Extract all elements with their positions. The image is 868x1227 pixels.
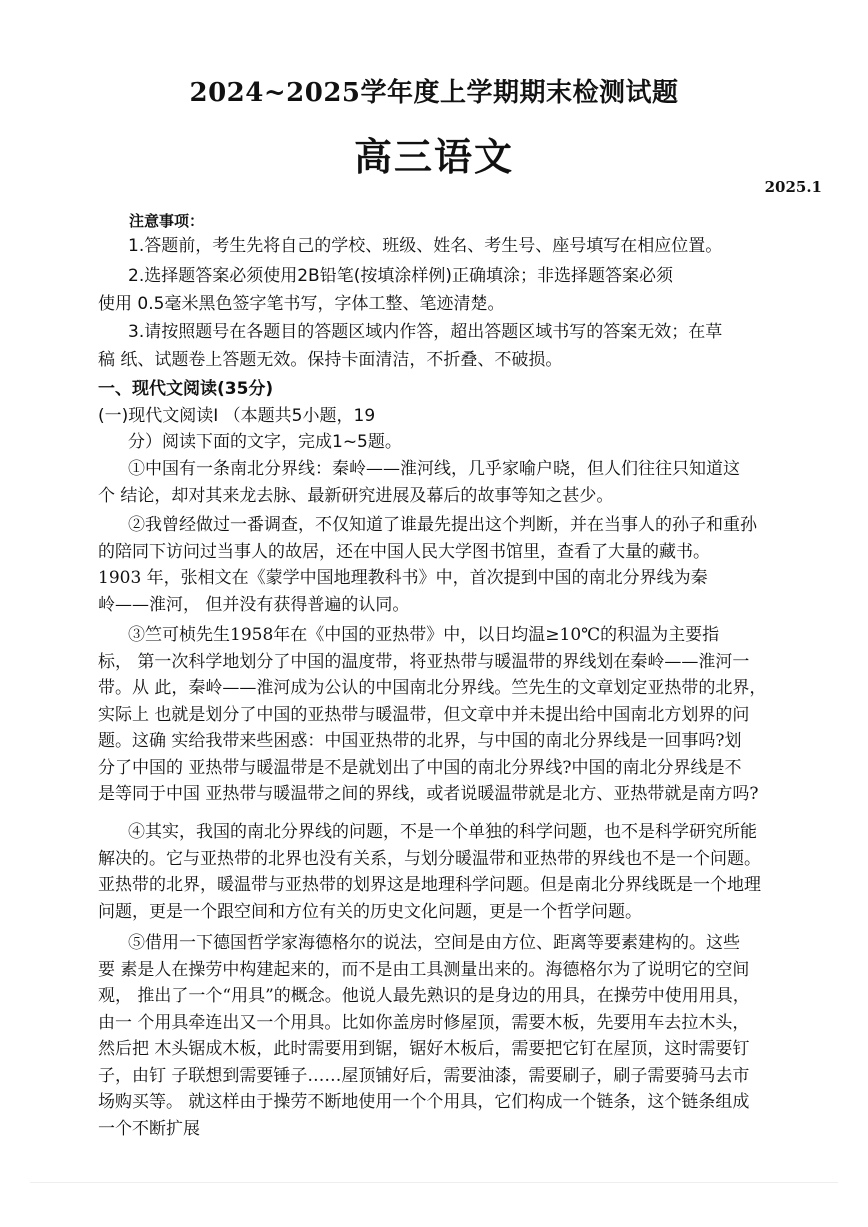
paragraph-line: 子，由钉 子联想到需要锤子……屋顶铺好后，需要油漆，需要刷子，刷子需要骑马去市	[98, 1065, 750, 1086]
sub-heading-line2: 分）阅读下面的文字，完成1~5题。	[128, 432, 402, 452]
paragraph-line: ①中国有一条南北分界线：秦岭——淮河线，几乎家喻户晓，但人们往往只知道这	[128, 459, 740, 479]
notice-item-1-line1: 1.答题前，考生先将自己的学校、班级、姓名、考生号、座号填写在相应位置。	[128, 236, 723, 256]
notice-item-2	[98, 262, 798, 318]
section-heading: 一、现代文阅读(35分)	[98, 379, 274, 399]
sub-heading-line1: (一)现代文阅读I （本题共5小题，19	[98, 406, 376, 426]
paragraph-2	[98, 512, 778, 618]
paragraph-4	[98, 819, 778, 925]
notice-heading: 注意事项：	[129, 212, 205, 230]
paragraph-line: ②我曾经做过一番调查，不仅知道了谁最先提出这个判断，并在当事人的孙子和重孙	[128, 515, 757, 535]
paragraph-line: 题。这确 实给我带来些困惑：中国亚热带的北界，与中国的南北分界线是一回事吗?划	[98, 731, 742, 751]
paragraph-line: 解决的。它与亚热带的北界也没有关系，与划分暖温带和亚热带的界线也不是一个问题。	[98, 848, 761, 869]
paragraph-line: ③竺可桢先生1958年在《中国的亚热带》中，以日均温≥10℃的积温为主要指	[128, 625, 720, 645]
paragraph-line: 要 素是人在操劳中构建起来的，而不是由工具测量出来的。海德格尔为了说明它的空间	[98, 959, 750, 980]
notice-item-3	[98, 318, 798, 374]
notice-item-3-line1: 3.请按照题号在各题目的答题区域内作答，超出答题区域书写的答案无效；在草	[128, 322, 723, 342]
paragraph-line: 标， 第一次科学地划分了中国的温度带，将亚热带与暖温带的界线划在秦岭——淮河一	[98, 651, 750, 672]
notice-item-1	[98, 232, 798, 260]
paragraph-line: 1903 年，张相文在《蒙学中国地理教科书》中，首次提到中国的南北分界线为秦	[98, 568, 708, 588]
paragraph-line: 实际上 也就是划分了中国的亚热带与暖温带，但文章中并未提出给中国南北方划界的问	[98, 704, 750, 725]
exam-title: 2024~2025学年度上学期期末检测试题	[189, 78, 679, 108]
paragraph-line: 岭——淮河， 但并没有获得普遍的认同。	[98, 594, 410, 615]
notice-item-2-line1: 2.选择题答案必须使用2B铅笔(按填涂样例)正确填涂；非选择题答案必须	[128, 266, 673, 286]
notice-item-3-line2: 稿 纸、试题卷上答题无效。保持卡面清洁，不折叠、不破损。	[98, 350, 563, 370]
paragraph-line: 场购买等。 就这样由于操劳不断地使用一个个用具，它们构成一个链条，这个链条组成	[98, 1092, 750, 1112]
paragraph-line: 观， 推出了一个“用具”的概念。他说人最先熟识的是身边的用具，在操劳中使用用具，	[98, 986, 750, 1006]
paragraph-line: 一个不断扩展	[98, 1118, 200, 1139]
paragraph-5	[98, 930, 778, 1142]
paragraph-line: 然后把 木头锯成木板，此时需要用到锯，锯好木板后，需要把它钉在屋顶，这时需要钉	[98, 1039, 750, 1059]
paragraph-line: 分了中国的 亚热带与暖温带是不是就划出了中国的南北分界线?中国的南北分界线是不	[98, 757, 742, 778]
paragraph-line: 带。从 此，秦岭——淮河成为公认的中国南北分界线。竺先生的文章划定亚热带的北界，	[98, 678, 767, 698]
notice-item-2-line2: 使用 0.5毫米黑色签字笔书写，字体工整、笔迹清楚。	[98, 294, 505, 314]
page-bottom-divider	[30, 1182, 838, 1183]
subject-title: 高三语文	[353, 135, 514, 179]
paragraph-line: 问题，更是一个跟空间和方位有关的历史文化问题，更是一个哲学问题。	[98, 901, 642, 922]
paragraph-line: 个 结论，却对其来龙去脉、最新研究进展及幕后的故事等知之甚少。	[98, 485, 614, 506]
paragraph-line: 的陪同下访问过当事人的故居，还在中国人民大学图书馆里，查看了大量的藏书。	[98, 541, 710, 562]
paragraph-1	[98, 456, 778, 509]
paragraph-line: 亚热带的北界，暖温带与亚热带的划界这是地理科学问题。但是南北分界线既是一个地理	[98, 875, 761, 895]
exam-date: 2025.1	[764, 178, 822, 196]
paragraph-line: ④其实，我国的南北分界线的问题，不是一个单独的科学问题，也不是科学研究所能	[128, 822, 757, 842]
paragraph-line: ⑤借用一下德国哲学家海德格尔的说法，空间是由方位、距离等要素建构的。这些	[128, 933, 740, 953]
paragraph-line: 是等同于中国 亚热带与暖温带之间的界线，或者说暖温带就是北方、亚热带就是南方吗?	[98, 784, 759, 804]
paragraph-line: 由一 个用具牵连出又一个用具。比如你盖房时修屋顶，需要木板，先要用车去拉木头，	[98, 1012, 750, 1033]
paragraph-3	[98, 622, 778, 808]
sub-section-heading	[98, 403, 438, 455]
